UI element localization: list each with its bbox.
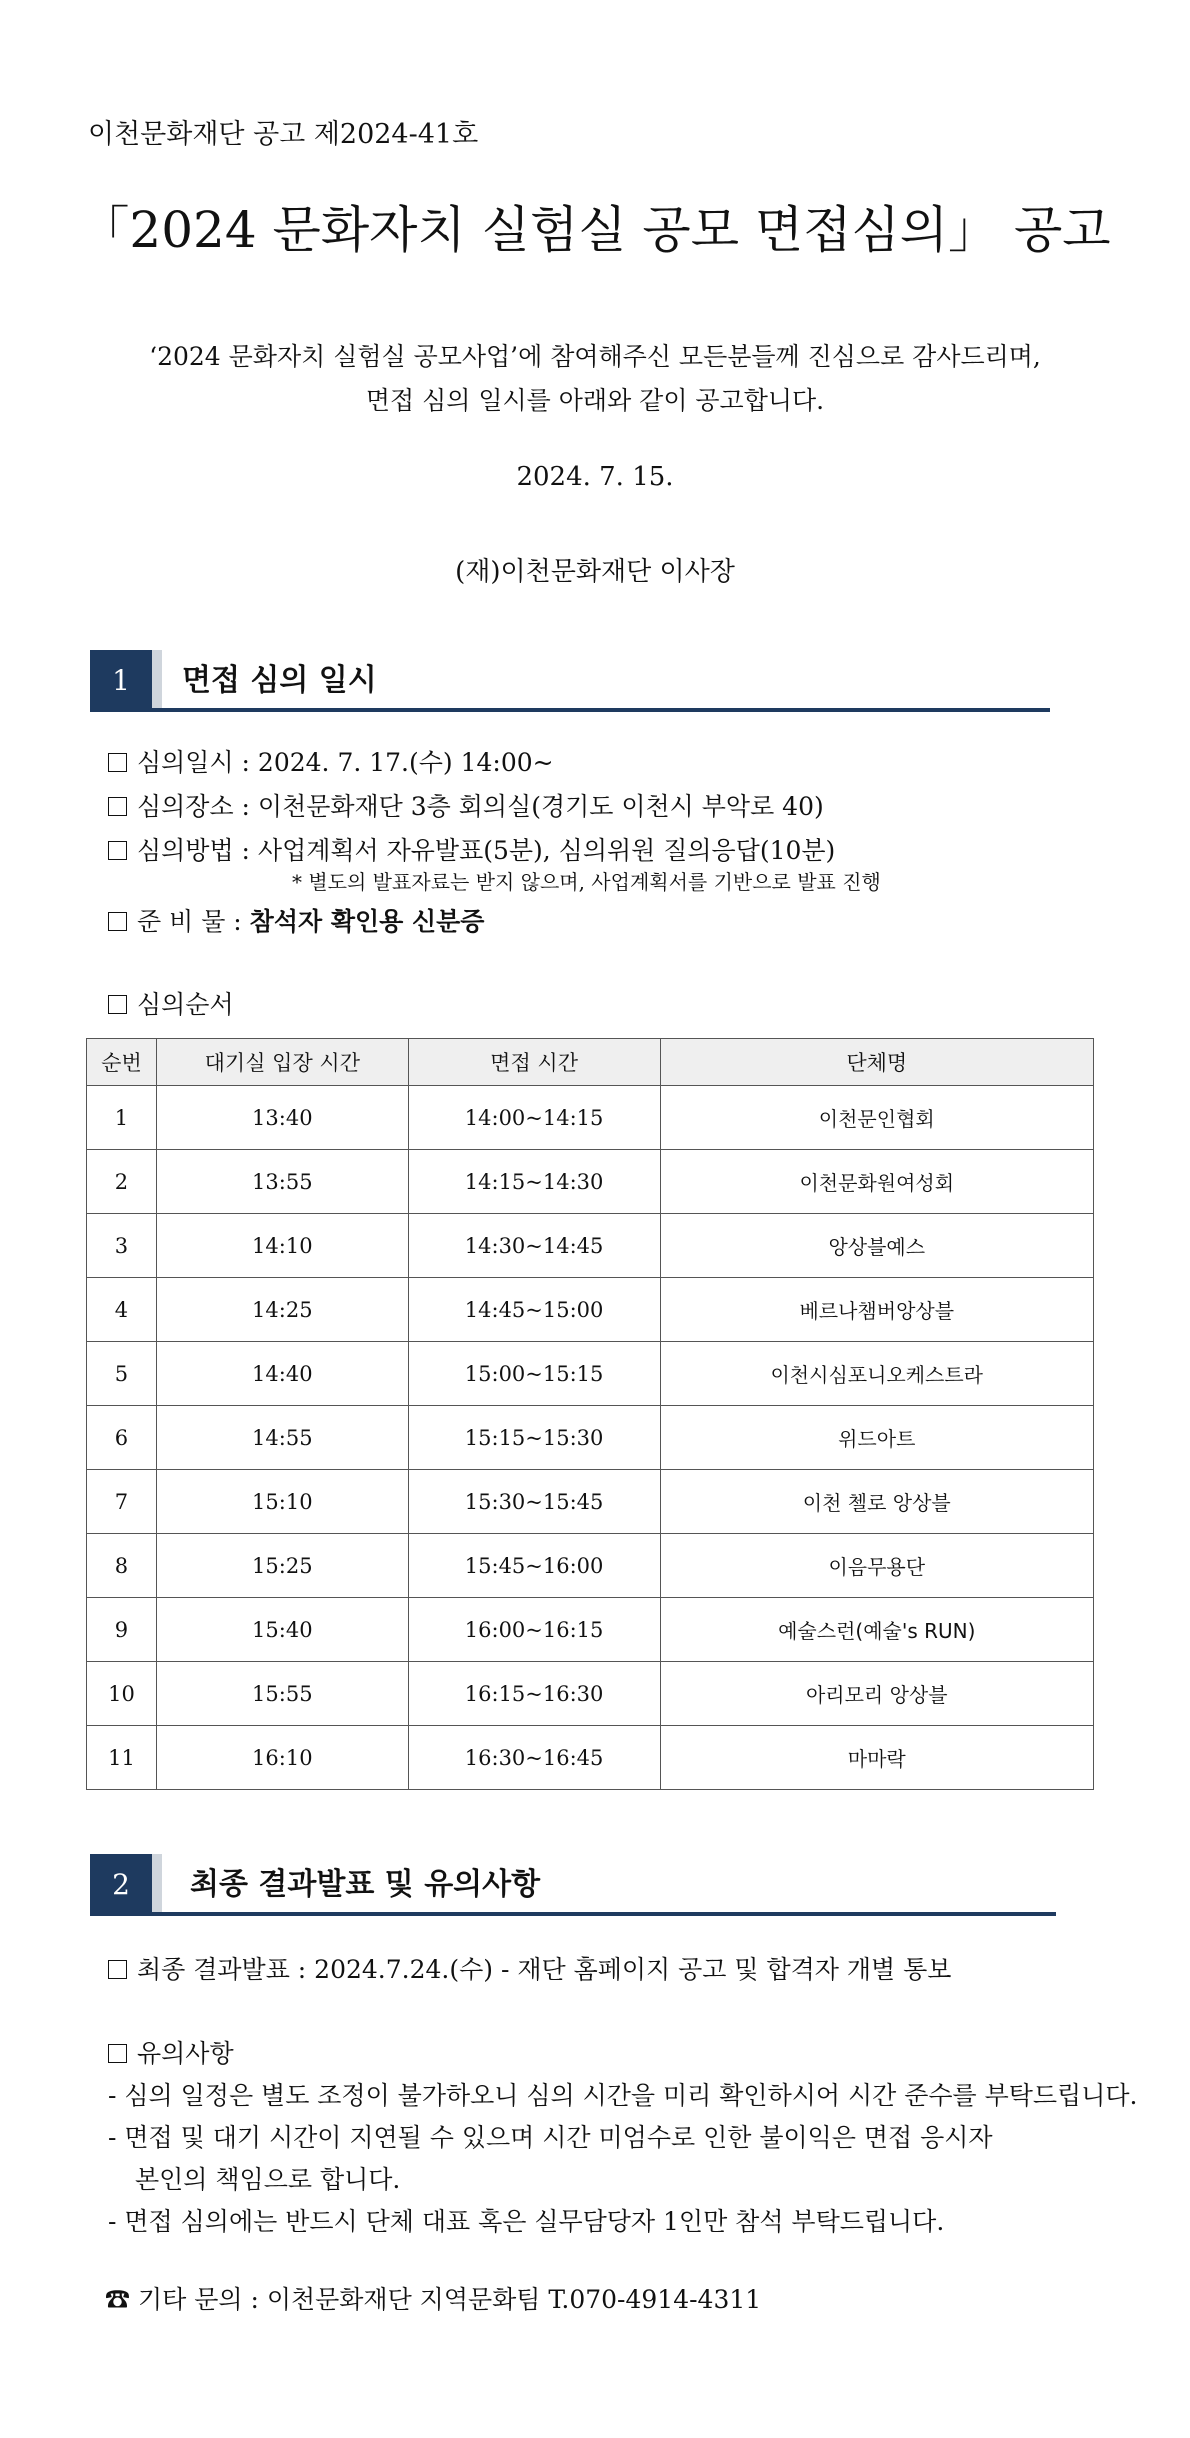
header-interview-time: 면접 시간 xyxy=(408,1039,660,1086)
section-2-header xyxy=(90,1854,1056,1916)
result-announcement xyxy=(108,1950,951,1986)
row-waiting-time: 13:40 xyxy=(156,1086,408,1150)
row-interview-time: 14:45~15:00 xyxy=(408,1278,660,1342)
row-waiting-time: 13:55 xyxy=(156,1150,408,1214)
row-waiting-time: 15:25 xyxy=(156,1534,408,1598)
schedule-table xyxy=(86,1038,1094,1790)
row-number: 6 xyxy=(87,1406,157,1470)
row-waiting-time: 15:55 xyxy=(156,1662,408,1726)
row-interview-time: 16:00~16:15 xyxy=(408,1598,660,1662)
row-organization: 아리모리 앙상블 xyxy=(660,1662,1093,1726)
row-organization: 베르나챔버앙상블 xyxy=(660,1278,1093,1342)
schedule-order-heading xyxy=(108,985,234,1021)
row-organization: 이천 첼로 앙상블 xyxy=(660,1470,1093,1534)
checkbox-icon xyxy=(108,797,127,816)
row-organization: 위드아트 xyxy=(660,1406,1093,1470)
row-waiting-time: 14:25 xyxy=(156,1278,408,1342)
notice-number: 이천문화재단 공고 제2024-41호 xyxy=(88,119,479,150)
note-1: - 심의 일정은 별도 조정이 불가하오니 심의 시간을 미리 확인하시어 시간 준수를 부탁드립니다. xyxy=(108,2081,1138,2110)
table-row xyxy=(87,1598,1094,1662)
place-value: 이천문화재단 3층 회의실(경기도 이천시 부악로 40) xyxy=(257,792,824,821)
method-note: * 별도의 발표자료는 받지 않으며, 사업계획서를 기반으로 발표 진행 xyxy=(292,870,881,894)
row-organization: 마마락 xyxy=(660,1726,1093,1790)
result-detail: - 재단 홈페이지 공고 및 합격자 개별 통보 xyxy=(493,1955,952,1984)
row-number: 4 xyxy=(87,1278,157,1342)
row-waiting-time: 16:10 xyxy=(156,1726,408,1790)
section-1-rule xyxy=(152,708,1050,712)
intro-line-2: 면접 심의 일시를 아래와 같이 공고합니다. xyxy=(365,386,825,415)
row-number: 9 xyxy=(87,1598,157,1662)
prep-value: 참석자 확인용 신분증 xyxy=(249,907,485,936)
row-waiting-time: 14:10 xyxy=(156,1214,408,1278)
table-row xyxy=(87,1214,1094,1278)
row-interview-time: 15:30~15:45 xyxy=(408,1470,660,1534)
note-2-continued: 본인의 책임으로 합니다. xyxy=(135,2165,401,2194)
page-title: 「2024 문화자치 실험실 공모 면접심의」 공고 xyxy=(79,201,1111,259)
section-2-rule xyxy=(152,1912,1056,1916)
row-interview-time: 16:30~16:45 xyxy=(408,1726,660,1790)
datetime-value: 2024. 7. 17.(수) 14:00~ xyxy=(257,748,554,777)
checkbox-icon xyxy=(108,841,127,860)
row-interview-time: 15:00~15:15 xyxy=(408,1342,660,1406)
result-date: 2024.7.24.(수) xyxy=(314,1955,494,1984)
table-row xyxy=(87,1534,1094,1598)
row-number: 3 xyxy=(87,1214,157,1278)
table-row xyxy=(87,1470,1094,1534)
checkbox-icon xyxy=(108,1960,127,1979)
schedule-datetime xyxy=(108,743,554,779)
schedule-method xyxy=(108,831,835,867)
phone-icon: ☎ xyxy=(105,2285,131,2314)
row-organization: 이천문인협회 xyxy=(660,1086,1093,1150)
header-number: 순번 xyxy=(87,1039,157,1086)
method-value: 사업계획서 자유발표(5분), 심의위원 질의응답(10분) xyxy=(257,836,836,865)
section-2-number: 2 xyxy=(90,1854,152,1916)
header-waiting-time: 대기실 입장 시간 xyxy=(156,1039,408,1086)
row-interview-time: 16:15~16:30 xyxy=(408,1662,660,1726)
row-number: 8 xyxy=(87,1534,157,1598)
section-1-title: 면접 심의 일시 xyxy=(182,663,377,698)
row-number: 7 xyxy=(87,1470,157,1534)
table-row xyxy=(87,1662,1094,1726)
section-1-number: 1 xyxy=(90,650,152,712)
row-number: 1 xyxy=(87,1086,157,1150)
section-2-title: 최종 결과발표 및 유의사항 xyxy=(190,1867,541,1902)
order-label: 심의순서 xyxy=(137,990,234,1019)
table-row xyxy=(87,1150,1094,1214)
row-waiting-time: 15:40 xyxy=(156,1598,408,1662)
row-organization: 이천시심포니오케스트라 xyxy=(660,1342,1093,1406)
table-header-row xyxy=(87,1039,1094,1086)
table-row xyxy=(87,1726,1094,1790)
row-waiting-time: 14:55 xyxy=(156,1406,408,1470)
prep-label: 준 비 물 : xyxy=(137,907,250,936)
note-3: - 면접 심의에는 반드시 단체 대표 혹은 실무담당자 1인만 참석 부탁드립니다. xyxy=(108,2207,945,2236)
header-organization: 단체명 xyxy=(660,1039,1093,1086)
table-row xyxy=(87,1406,1094,1470)
row-waiting-time: 15:10 xyxy=(156,1470,408,1534)
section-1-header xyxy=(90,650,1050,712)
table-row xyxy=(87,1086,1094,1150)
row-interview-time: 15:45~16:00 xyxy=(408,1534,660,1598)
contact-info xyxy=(105,2280,761,2316)
row-interview-time: 14:30~14:45 xyxy=(408,1214,660,1278)
row-interview-time: 14:00~14:15 xyxy=(408,1086,660,1150)
checkbox-icon xyxy=(108,753,127,772)
row-organization: 앙상블예스 xyxy=(660,1214,1093,1278)
method-label: 심의방법 : xyxy=(137,836,258,865)
notes-label: 유의사항 xyxy=(137,2039,234,2068)
row-number: 5 xyxy=(87,1342,157,1406)
row-interview-time: 15:15~15:30 xyxy=(408,1406,660,1470)
schedule-preparation xyxy=(108,902,484,938)
notes-heading xyxy=(108,2034,234,2070)
result-label: 최종 결과발표 : xyxy=(137,1955,315,1984)
row-number: 2 xyxy=(87,1150,157,1214)
row-number: 11 xyxy=(87,1726,157,1790)
issuer: (재)이천문화재단 이사장 xyxy=(455,557,735,587)
row-organization: 이음무용단 xyxy=(660,1534,1093,1598)
row-waiting-time: 14:40 xyxy=(156,1342,408,1406)
table-row xyxy=(87,1342,1094,1406)
checkbox-icon xyxy=(108,995,127,1014)
row-number: 10 xyxy=(87,1662,157,1726)
announcement-date: 2024. 7. 15. xyxy=(516,462,674,492)
datetime-label: 심의일시 : xyxy=(137,748,258,777)
place-label: 심의장소 : xyxy=(137,792,258,821)
intro-line-1: ‘2024 문화자치 실험실 공모사업’에 참여해주신 모든분들께 진심으로 감사드리며, xyxy=(149,342,1041,371)
row-organization: 이천문화원여성회 xyxy=(660,1150,1093,1214)
contact-text: 기타 문의 : 이천문화재단 지역문화팀 T.070-4914-4311 xyxy=(137,2285,762,2314)
intro-text xyxy=(0,335,1190,423)
row-interview-time: 14:15~14:30 xyxy=(408,1150,660,1214)
schedule-place xyxy=(108,787,824,823)
checkbox-icon xyxy=(108,912,127,931)
checkbox-icon xyxy=(108,2044,127,2063)
table-row xyxy=(87,1278,1094,1342)
note-2: - 면접 및 대기 시간이 지연될 수 있으며 시간 미엄수로 인한 불이익은 면접 응시자 xyxy=(108,2123,993,2152)
row-organization: 예술스런(예술's RUN) xyxy=(660,1598,1093,1662)
